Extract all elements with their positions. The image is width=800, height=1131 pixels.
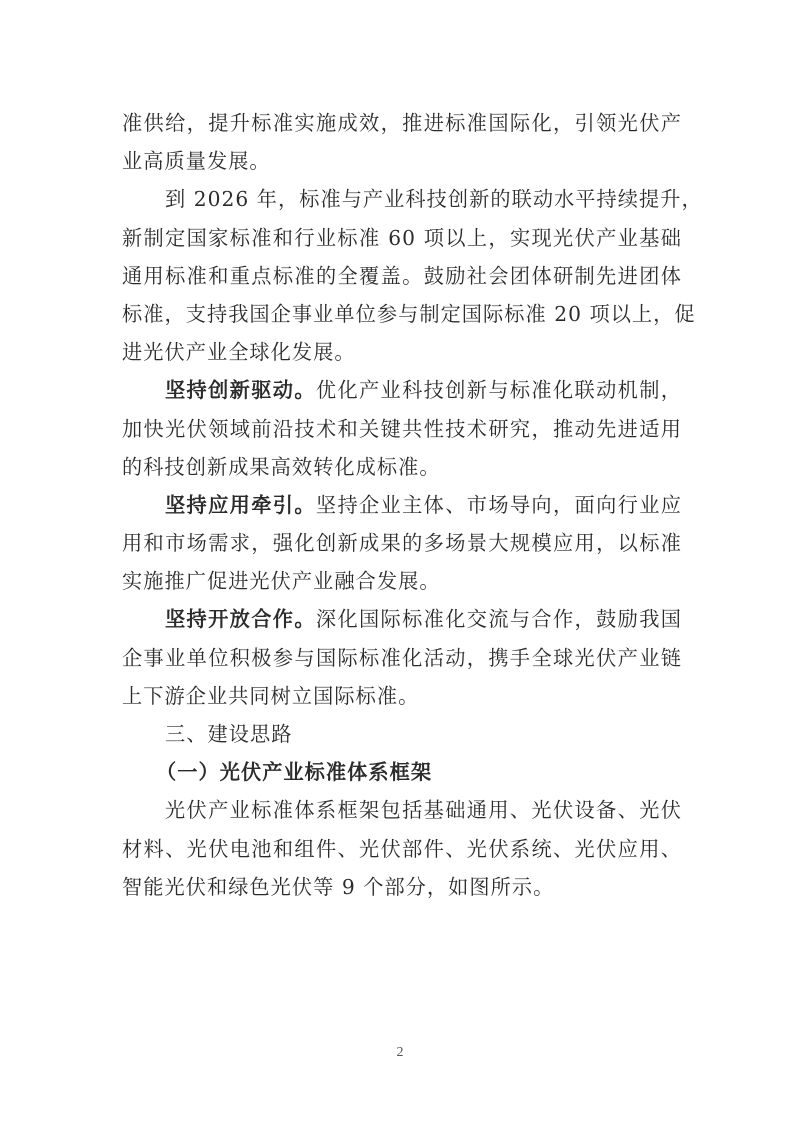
paragraph-line — [122, 600, 682, 638]
paragraph-line: 准供给，提升标准实施成效，推进标准国际化，引领光伏产 — [122, 111, 682, 135]
paragraph-line — [122, 371, 682, 409]
paragraph-line: 的科技创新成果高效转化成标准。 — [122, 454, 441, 479]
subsection-heading: （一）光伏产业标准体系框架 — [156, 760, 433, 785]
paragraph-line: 企事业单位积极参与国际标准化活动，携手全球光伏产业链 — [122, 645, 682, 670]
principle-lead-cooperation: 坚持开放合作。 — [165, 607, 316, 632]
paragraph-text: 深化国际标准化交流与合作，鼓励我国 — [315, 607, 682, 632]
paragraph-line: 材料、光伏电池和组件、光伏部件、光伏系统、光伏应用、 — [122, 836, 682, 861]
paragraph-line: 加快光伏领域前沿技术和关键共性技术研究，推动先进适用 — [122, 416, 682, 441]
paragraph-line: 标准，支持我国企事业单位参与制定国际标准 20 项以上，促 — [122, 301, 696, 326]
paragraph-line: 智能光伏和绿色光伏等 9 个部分，如图所示。 — [122, 874, 555, 899]
paragraph-line: 业高质量发展。 — [122, 149, 271, 174]
page-body — [122, 104, 703, 906]
paragraph-line — [122, 486, 682, 524]
paragraph-line: 到 2026 年，标准与产业科技创新的联动水平持续提升， — [165, 187, 703, 212]
paragraph-line: 用和市场需求，强化创新成果的多场景大规模应用，以标准 — [122, 531, 682, 556]
paragraph-line: 上下游企业共同树立国际标准。 — [122, 683, 420, 708]
paragraph-text: 坚持企业主体、市场导向，面向行业应 — [315, 492, 682, 517]
paragraph-line: 进光伏产业全球化发展。 — [122, 340, 356, 365]
section-heading: 三、建设思路 — [165, 722, 293, 746]
principle-lead-innovation: 坚持创新驱动。 — [165, 378, 316, 403]
principle-lead-application: 坚持应用牵引。 — [165, 492, 316, 517]
paragraph-text: 优化产业科技创新与标准化联动机制， — [315, 378, 682, 403]
paragraph-line: 光伏产业标准体系框架包括基础通用、光伏设备、光伏 — [165, 798, 682, 823]
paragraph-line: 通用标准和重点标准的全覆盖。鼓励社会团体研制先进团体 — [122, 263, 682, 288]
paragraph-line: 实施推广促进光伏产业融合发展。 — [122, 569, 441, 594]
paragraph-line: 新制定国家标准和行业标准 60 项以上，实现光伏产业基础 — [122, 225, 682, 250]
page-number: 2 — [396, 1045, 404, 1060]
